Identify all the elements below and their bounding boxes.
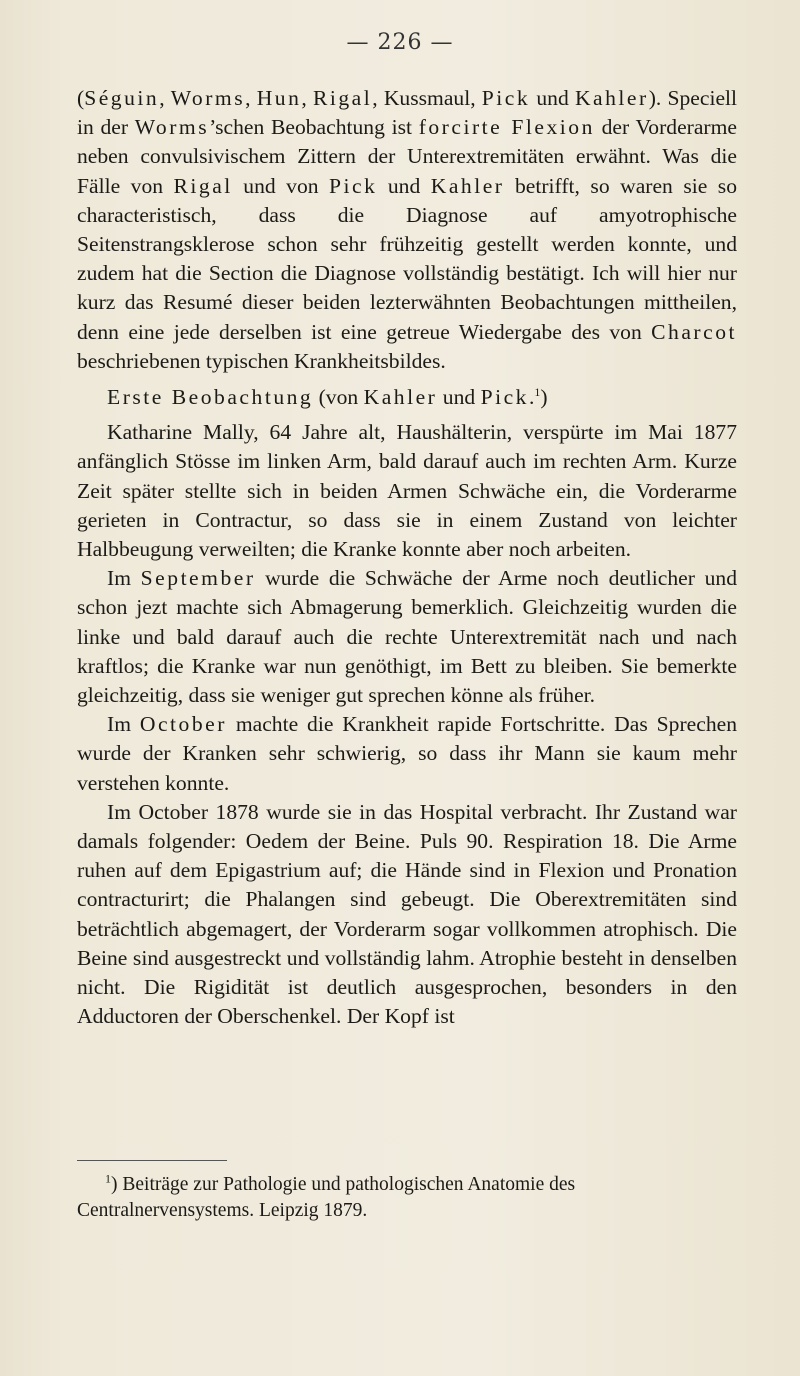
- text-run: ): [540, 385, 548, 410]
- section-heading: [77, 383, 737, 412]
- emphasis-term: October: [139, 712, 227, 737]
- text-run: ). Speciell in der: [77, 86, 738, 140]
- text-run: (: [77, 86, 85, 110]
- text-run: der Vorderarme neben convulsivischem Zittern der Unterextremitäten erwähnt. Was die Fälle von: [77, 115, 737, 198]
- author-name: Kahler: [363, 385, 438, 410]
- paragraph-5: Im October 1878 wurde sie in das Hospital verbracht. Ihr Zustand war damals folgender: Oedem der Beine. Puls 90. Respiration 18. Die Arme ruhen auf dem Epigastrium auf; die Hände sind in Flexion und Pronation contracturirt; die Phalangen sind gebeugt. Die Oberextremitäten sind beträchtlich abgemagert, der Vorderarm sogar vollkommen atrophisch. Die Beine sind ausgestreckt und vollständig lahm. Atrophie besteht in denselben nicht. Die Rigidität ist deutlich ausgesprochen, besonders in den Adductoren der Oberschenkel. Der Kopf ist: [77, 799, 737, 1029]
- paragraph-4: [77, 710, 737, 798]
- author-name: Rigal: [173, 173, 233, 198]
- text-run: Im: [107, 712, 140, 737]
- text-run: und: [437, 385, 481, 410]
- paragraph-3: [77, 564, 737, 710]
- text-run: betrifft, so waren sie so characteristisch, dass die Diagnose auf amyotrophische Seitenstrangsklerose schon sehr frühzeitig gestellt werden konnte, und zudem hat die Section die Diagnose vollständig bestätigt. Ich will hier nur kurz das Resumé dieser beiden lezterwähnten Beobachtungen mittheilen, denn eine jede derselben ist eine getreue Wiedergabe des von: [77, 173, 737, 344]
- author-name: Pick: [480, 385, 529, 410]
- page-number-header: — 226 —: [346, 30, 454, 55]
- text-run: ,: [301, 86, 313, 110]
- text-run: ’schen Beobachtung ist: [209, 115, 419, 140]
- footnote-line-2: Centralnervensystems. Leipzig 1879.: [77, 1199, 368, 1221]
- text-run: Im: [107, 566, 141, 591]
- text-run: machte die Krankheit rapide Fortschritte. Das Sprechen wurde der Kranken sehr schwierig, so dass ihr Mann sie kaum mehr verstehen konnte.: [77, 712, 737, 795]
- text-run: und: [530, 86, 575, 110]
- heading-title: Erste Beobachtung: [107, 385, 314, 410]
- author-name: Kahler: [574, 86, 649, 110]
- footnote-marker: 1: [534, 384, 541, 399]
- text-run: ,: [159, 86, 171, 110]
- text-run: ) Beiträge zur Pathologie und pathologischen Anatomie des: [111, 1174, 576, 1195]
- emphasis-term: September: [140, 566, 256, 591]
- paragraph-2: Katharine Mally, 64 Jahre alt, Haushälterin, verspürte im Mai 1877 anfänglich Stösse im linken Arm, bald darauf auch im rechten Arm. Kurze Zeit später stellte sich in beiden Armen Schwäche ein, die Vorderarme gerieten in Contractur, so dass sie in einem Zustand von leichter Halbbeugung verweilten; die Kranke konnte aber noch arbeiten.: [77, 420, 737, 562]
- author-name: Rigal: [312, 86, 373, 110]
- main-text: [77, 84, 737, 1032]
- emphasis-term: forcirte Flexion: [418, 115, 595, 140]
- author-name: Pick: [481, 86, 531, 110]
- author-name: Worms: [134, 115, 210, 140]
- text-run: ,: [245, 86, 257, 110]
- text-run: beschriebenen typischen Krankheitsbildes.: [77, 348, 446, 373]
- text-run: und von: [232, 173, 330, 198]
- text-run: , Kussmaul,: [372, 86, 482, 110]
- author-name: Hun: [256, 86, 302, 110]
- author-name: Worms: [170, 86, 246, 110]
- paragraph-1: [77, 84, 737, 376]
- author-name: Kahler: [430, 173, 505, 198]
- footnote-line-1: [77, 1172, 739, 1198]
- text-run: und: [377, 173, 431, 198]
- author-name: Charcot: [651, 319, 737, 344]
- text-run: .: [528, 385, 535, 410]
- text-run: (von: [313, 385, 364, 410]
- text-run: wurde die Schwäche der Arme noch deutlicher und schon jezt machte sich Abmagerung bemerklich. Gleichzeitig wurden die linke und bald darauf auch die rechte Unterextremität nach und nach kraftlos; die Kranke war nun genöthigt, im Bett zu bleiben. Sie bemerkte gleichzeitig, dass sie weniger gut sprechen könne als früher.: [77, 566, 738, 708]
- footnote: [77, 1172, 739, 1223]
- footnote-marker: 1: [105, 1171, 111, 1186]
- author-name: Séguin: [84, 86, 160, 110]
- footnote-rule: [77, 1160, 227, 1161]
- author-name: Pick: [329, 173, 378, 198]
